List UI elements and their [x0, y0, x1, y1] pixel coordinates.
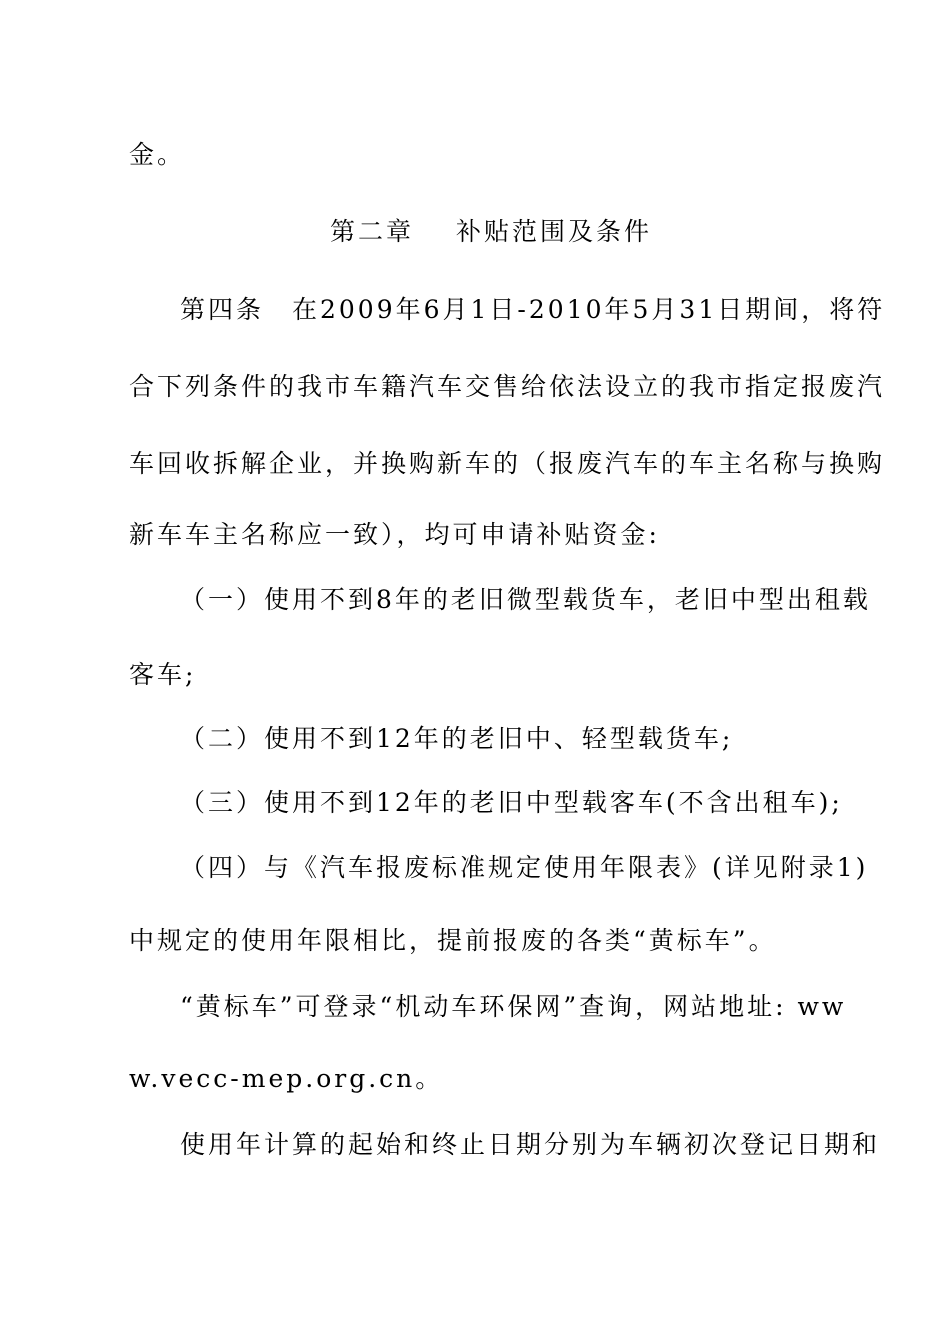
item-4-line-1: （四）与《汽车报废标准规定使用年限表》(详见附录1): [180, 853, 869, 882]
item-3: （三）使用不到12年的老旧中型载客车(不含出租车);: [180, 788, 843, 817]
usage-years-note: 使用年计算的起始和终止日期分别为车辆初次登记日期和: [180, 1130, 881, 1159]
paragraph-continuation: 金。: [129, 140, 186, 169]
item-1-line-2: 客车;: [129, 660, 197, 689]
article-4-line-3: 车回收拆解企业，并换购新车的（报废汽车的车主名称与换购: [129, 449, 886, 478]
item-4-line-2: 中规定的使用年限相比，提前报废的各类“黄标车”。: [129, 926, 777, 955]
yellow-label-note-line-1: “黄标车”可登录“机动车环保网”查询，网站地址: ww: [180, 992, 847, 1021]
chapter-title: 补贴范围及条件: [456, 217, 653, 246]
yellow-label-note-line-2: w.vecc-mep.org.cn。: [129, 1064, 444, 1093]
item-1-line-1: （一）使用不到8年的老旧微型载货车，老旧中型出租载: [180, 585, 871, 614]
chapter-heading: [330, 217, 652, 247]
article-4-line-1: 第四条 在2009年6月1日-2010年5月31日期间，将符: [180, 295, 886, 324]
item-2: （二）使用不到12年的老旧中、轻型载货车;: [180, 724, 734, 753]
chapter-number: 第二章: [330, 217, 415, 246]
article-4-line-2: 合下列条件的我市车籍汽车交售给依法设立的我市指定报废汽: [129, 372, 886, 401]
article-4-line-4: 新车车主名称应一致），均可申请补贴资金:: [129, 520, 660, 549]
